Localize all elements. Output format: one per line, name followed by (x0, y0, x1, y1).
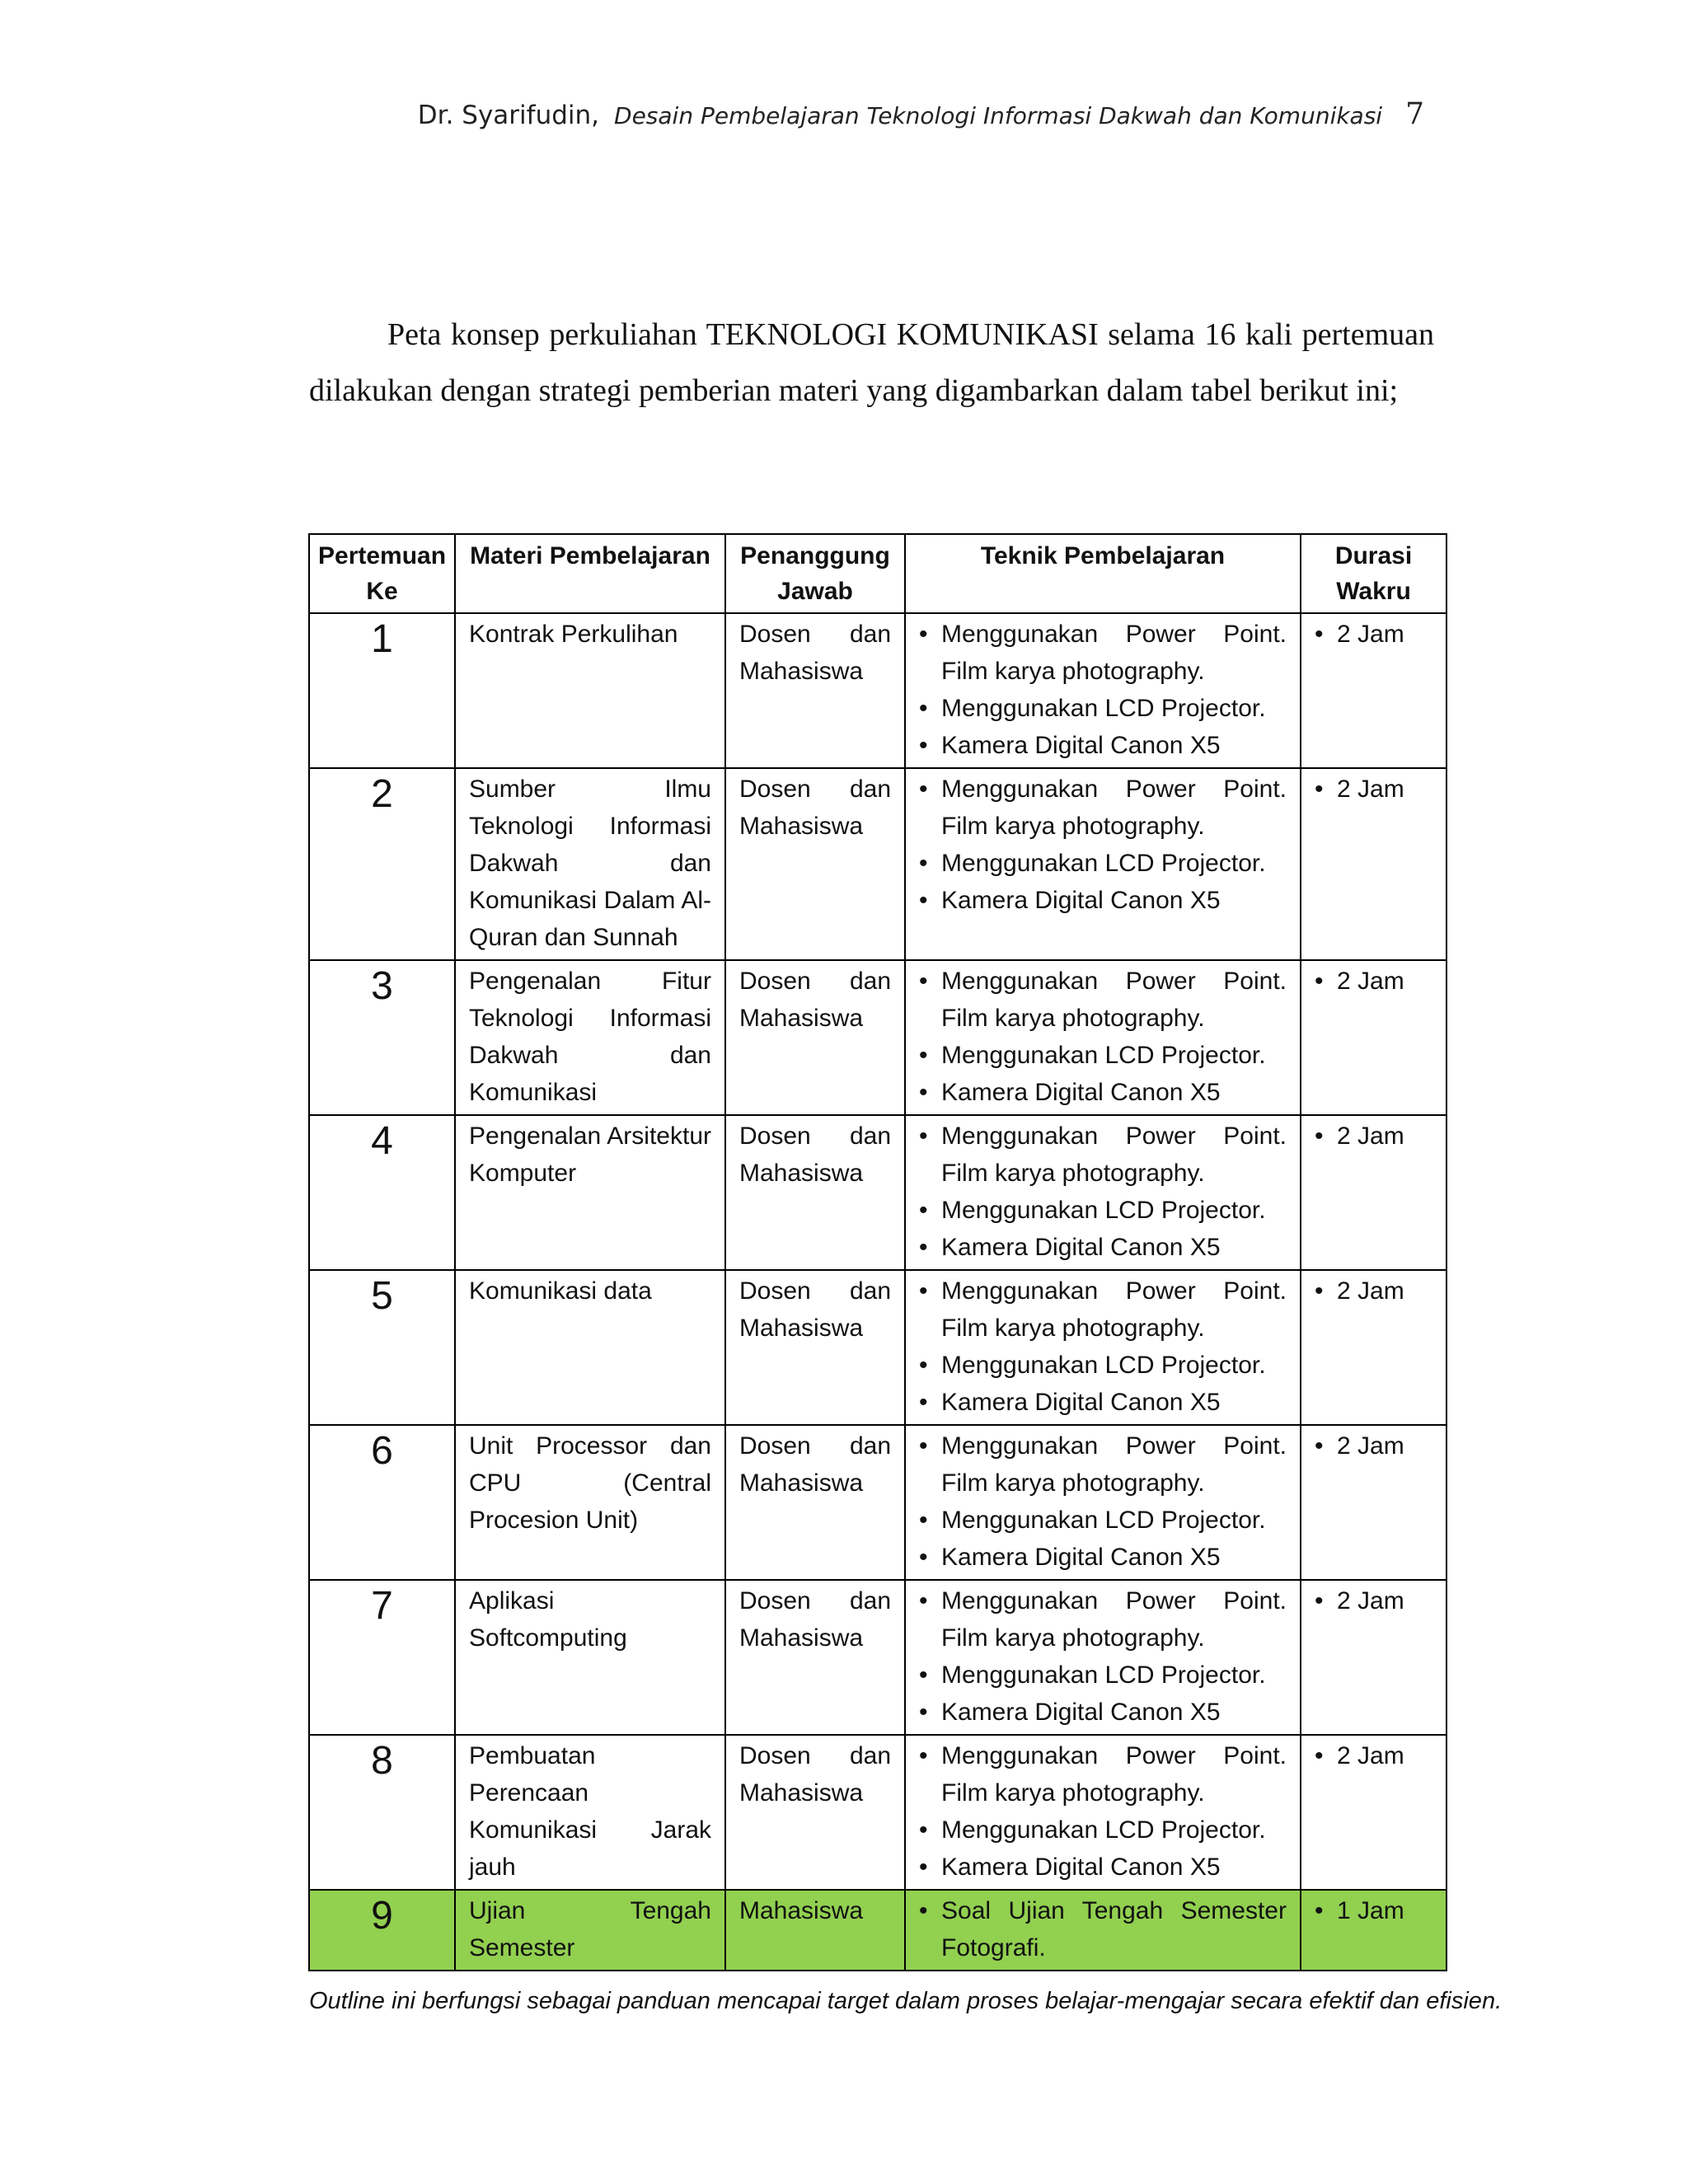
meeting-number: 2 (309, 768, 455, 960)
material-cell: Sumber Ilmu Teknologi Informasi Dakwah dan Komunikasi Dalam Al-Quran dan Sunnah (455, 768, 725, 960)
duration-cell (1301, 960, 1447, 1115)
header-title: Desain Pembelajaran Teknologi Informasi Dakwah dan Komunikasi (614, 102, 1383, 129)
material-cell: Aplikasi Softcomputing (455, 1580, 725, 1735)
technique-item: • Menggunakan LCD Projector. (919, 690, 1287, 727)
responsible-cell: Dosen dan Mahasiswa (725, 1735, 905, 1890)
meeting-number: 6 (309, 1425, 455, 1580)
technique-item: • Menggunakan LCD Projector. (919, 1347, 1287, 1384)
duration-item: • 2 Jam (1315, 616, 1432, 653)
material-cell: Pengenalan Fitur Teknologi Informasi Dakwah dan Komunikasi (455, 960, 725, 1115)
page-header (418, 97, 1424, 131)
technique-cell (905, 768, 1301, 960)
duration-item: • 2 Jam (1315, 771, 1432, 808)
course-plan-table (308, 533, 1447, 1971)
meeting-number: 1 (309, 613, 455, 768)
material-cell: Pembuatan Perencaan Komunikasi Jarak jauh (455, 1735, 725, 1890)
duration-item: • 2 Jam (1315, 1427, 1432, 1465)
duration-item: • 2 Jam (1315, 1118, 1432, 1155)
technique-list (919, 1582, 1287, 1731)
technique-cell (905, 1580, 1301, 1735)
table-row (309, 613, 1447, 768)
meeting-number: 9 (309, 1890, 455, 1971)
technique-item: • Kamera Digital Canon X5 (919, 1384, 1287, 1421)
technique-item: • Menggunakan LCD Projector. (919, 1192, 1287, 1229)
table-row (309, 1890, 1447, 1971)
table-row (309, 1270, 1447, 1425)
table-row (309, 768, 1447, 960)
duration-item: • 2 Jam (1315, 1737, 1432, 1774)
responsible-cell: Dosen dan Mahasiswa (725, 613, 905, 768)
technique-item: • Soal Ujian Tengah Semester Fotografi. (919, 1892, 1287, 1966)
header-durasi: Durasi Wakru (1301, 534, 1447, 613)
technique-item: • Kamera Digital Canon X5 (919, 1849, 1287, 1886)
intro-paragraph: Peta konsep perkuliahan TEKNOLOGI KOMUNIKASI selama 16 kali pertemuan dilakukan dengan strategi pemberian materi yang digambarkan dalam tabel berikut ini; (309, 317, 1434, 408)
technique-list (919, 616, 1287, 764)
responsible-cell: Dosen dan Mahasiswa (725, 768, 905, 960)
header-teknik: Teknik Pembelajaran (905, 534, 1301, 613)
meeting-number: 8 (309, 1735, 455, 1890)
material-cell: Komunikasi data (455, 1270, 725, 1425)
technique-item: • Menggunakan Power Point. Film karya photography. (919, 1427, 1287, 1502)
technique-cell (905, 1890, 1301, 1971)
technique-cell (905, 1270, 1301, 1425)
technique-list (919, 1272, 1287, 1421)
duration-cell (1301, 1270, 1447, 1425)
meeting-number: 4 (309, 1115, 455, 1270)
table-body (309, 613, 1447, 1971)
duration-list (1315, 1892, 1432, 1929)
responsible-cell: Dosen dan Mahasiswa (725, 1270, 905, 1425)
duration-cell (1301, 1735, 1447, 1890)
technique-item: • Menggunakan LCD Projector. (919, 1657, 1287, 1694)
technique-list (919, 771, 1287, 919)
technique-list (919, 1892, 1287, 1966)
duration-cell (1301, 613, 1447, 768)
technique-item: • Kamera Digital Canon X5 (919, 727, 1287, 764)
material-cell: Ujian Tengah Semester (455, 1890, 725, 1971)
technique-item: • Menggunakan Power Point. Film karya photography. (919, 1582, 1287, 1657)
header-author: Dr. Syarifudin, (417, 101, 600, 130)
technique-cell (905, 1115, 1301, 1270)
technique-item: • Menggunakan LCD Projector. (919, 1037, 1287, 1074)
technique-item: • Menggunakan Power Point. Film karya photography. (919, 963, 1287, 1037)
meeting-number: 3 (309, 960, 455, 1115)
technique-item: • Menggunakan Power Point. Film karya photography. (919, 616, 1287, 690)
technique-list (919, 963, 1287, 1111)
duration-cell (1301, 1890, 1447, 1971)
table-header-row (309, 534, 1447, 613)
duration-item: • 2 Jam (1315, 963, 1432, 1000)
table-row (309, 1115, 1447, 1270)
technique-item: • Menggunakan LCD Projector. (919, 1811, 1287, 1849)
responsible-cell: Dosen dan Mahasiswa (725, 1425, 905, 1580)
technique-list (919, 1427, 1287, 1576)
duration-item: • 2 Jam (1315, 1272, 1432, 1310)
technique-list (919, 1118, 1287, 1266)
technique-item: • Menggunakan Power Point. Film karya photography. (919, 1272, 1287, 1347)
table-row (309, 1425, 1447, 1580)
technique-cell (905, 1735, 1301, 1890)
meeting-number: 5 (309, 1270, 455, 1425)
material-cell: Kontrak Perkulihan (455, 613, 725, 768)
duration-list (1315, 963, 1432, 1000)
duration-cell (1301, 1425, 1447, 1580)
technique-cell (905, 613, 1301, 768)
technique-item: • Kamera Digital Canon X5 (919, 1539, 1287, 1576)
page-footer: Outline ini berfungsi sebagai panduan mencapai target dalam proses belajar-mengajar secara efektif dan efisien. (309, 1988, 1503, 2014)
technique-cell (905, 960, 1301, 1115)
responsible-cell: Dosen dan Mahasiswa (725, 960, 905, 1115)
table-row (309, 1735, 1447, 1890)
duration-cell (1301, 1115, 1447, 1270)
technique-item: • Kamera Digital Canon X5 (919, 1074, 1287, 1111)
header-penanggung-jawab: Penanggung Jawab (725, 534, 905, 613)
responsible-cell: Mahasiswa (725, 1890, 905, 1971)
technique-cell (905, 1425, 1301, 1580)
header-pertemuan: Pertemuan Ke (309, 534, 455, 613)
table-row (309, 960, 1447, 1115)
technique-item: • Menggunakan Power Point. Film karya photography. (919, 771, 1287, 845)
duration-item: • 1 Jam (1315, 1892, 1432, 1929)
header-materi: Materi Pembelajaran (455, 534, 725, 613)
material-cell: Pengenalan Arsitektur Komputer (455, 1115, 725, 1270)
technique-item: • Kamera Digital Canon X5 (919, 1229, 1287, 1266)
duration-list (1315, 1427, 1432, 1465)
duration-cell (1301, 1580, 1447, 1735)
technique-item: • Kamera Digital Canon X5 (919, 1694, 1287, 1731)
meeting-number: 7 (309, 1580, 455, 1735)
duration-cell (1301, 768, 1447, 960)
technique-item: • Menggunakan Power Point. Film karya photography. (919, 1118, 1287, 1192)
responsible-cell: Dosen dan Mahasiswa (725, 1115, 905, 1270)
technique-item: • Kamera Digital Canon X5 (919, 882, 1287, 919)
duration-item: • 2 Jam (1315, 1582, 1432, 1619)
page-number: 7 (1405, 97, 1424, 131)
duration-list (1315, 616, 1432, 653)
duration-list (1315, 1118, 1432, 1155)
duration-list (1315, 771, 1432, 808)
responsible-cell: Dosen dan Mahasiswa (725, 1580, 905, 1735)
technique-list (919, 1737, 1287, 1886)
technique-item: • Menggunakan LCD Projector. (919, 1502, 1287, 1539)
material-cell: Unit Processor dan CPU (Central Procesion Unit) (455, 1425, 725, 1580)
technique-item: • Menggunakan LCD Projector. (919, 845, 1287, 882)
duration-list (1315, 1272, 1432, 1310)
duration-list (1315, 1582, 1432, 1619)
table-row (309, 1580, 1447, 1735)
technique-item: • Menggunakan Power Point. Film karya photography. (919, 1737, 1287, 1811)
duration-list (1315, 1737, 1432, 1774)
